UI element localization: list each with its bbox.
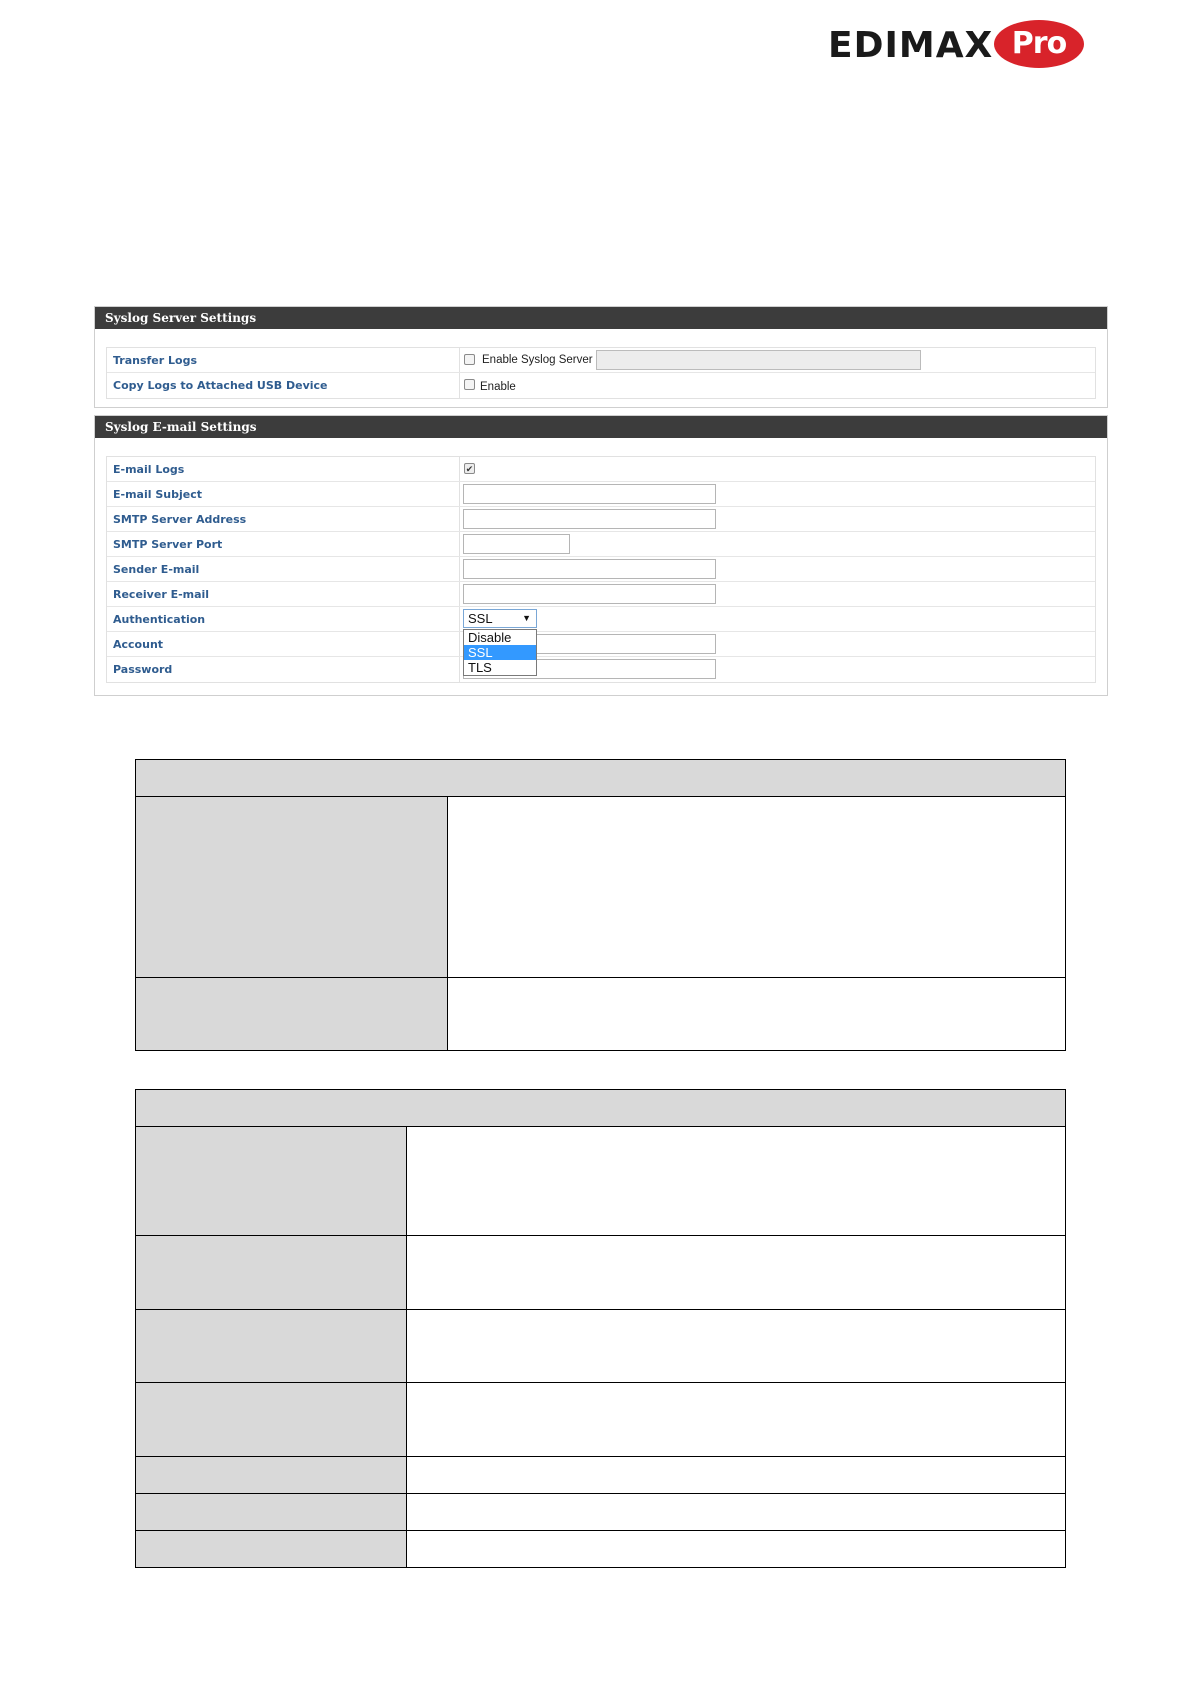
authentication-label: Authentication bbox=[107, 607, 460, 631]
table-key-cell bbox=[136, 1236, 407, 1310]
password-label: Password bbox=[107, 657, 460, 682]
sender-email-row bbox=[107, 557, 1095, 582]
authentication-select[interactable] bbox=[463, 609, 537, 628]
copy-logs-usb-row bbox=[107, 373, 1095, 398]
table-header-cell bbox=[136, 1090, 1066, 1127]
auth-option-disable[interactable]: Disable bbox=[468, 630, 512, 645]
logo-pro-badge: Pro bbox=[994, 20, 1084, 68]
auth-option-tls[interactable]: TLS bbox=[468, 660, 492, 675]
logo-brand-text: EDIMAX bbox=[828, 25, 994, 66]
auth-option-ssl[interactable]: SSL bbox=[464, 645, 536, 660]
sender-email-input[interactable] bbox=[463, 559, 716, 579]
description-table-1 bbox=[135, 759, 1066, 1051]
table-key-cell bbox=[136, 1127, 407, 1236]
table-key-cell bbox=[136, 1531, 407, 1568]
description-table-2 bbox=[135, 1089, 1066, 1568]
table-key-cell bbox=[136, 1494, 407, 1531]
syslog-server-address-input[interactable] bbox=[596, 350, 921, 370]
receiver-email-input[interactable] bbox=[463, 584, 716, 604]
account-label: Account bbox=[107, 632, 460, 656]
table-desc-cell bbox=[407, 1383, 1066, 1457]
table-desc-cell bbox=[407, 1310, 1066, 1383]
table-desc-cell bbox=[407, 1236, 1066, 1310]
email-subject-input[interactable] bbox=[463, 484, 716, 504]
authentication-selected-value: SSL bbox=[468, 611, 493, 626]
panel-title: Syslog Server Settings bbox=[95, 307, 1107, 329]
table-desc-cell bbox=[407, 1127, 1066, 1236]
email-logs-label: E-mail Logs bbox=[107, 457, 460, 481]
smtp-server-port-input[interactable] bbox=[463, 534, 570, 554]
table-desc-cell bbox=[407, 1531, 1066, 1568]
table-desc-cell bbox=[448, 797, 1066, 978]
sender-email-label: Sender E-mail bbox=[107, 557, 460, 581]
syslog-server-settings-panel bbox=[94, 306, 1108, 408]
smtp-server-address-input[interactable] bbox=[463, 509, 716, 529]
table-key-cell bbox=[136, 1383, 407, 1457]
email-subject-row bbox=[107, 482, 1095, 507]
table-desc-cell bbox=[407, 1457, 1066, 1494]
receiver-email-label: Receiver E-mail bbox=[107, 582, 460, 606]
enable-syslog-server-checkbox[interactable] bbox=[464, 354, 475, 365]
email-subject-label: E-mail Subject bbox=[107, 482, 460, 506]
syslog-email-rows bbox=[106, 456, 1096, 683]
table-key-cell bbox=[136, 978, 448, 1051]
smtp-server-address-row bbox=[107, 507, 1095, 532]
enable-usb-copy-checkbox[interactable] bbox=[464, 379, 475, 390]
table-desc-cell bbox=[448, 978, 1066, 1051]
transfer-logs-row bbox=[107, 348, 1095, 373]
smtp-server-port-row bbox=[107, 532, 1095, 557]
table-key-cell bbox=[136, 1457, 407, 1494]
table-key-cell bbox=[136, 1310, 407, 1383]
panel-title: Syslog E-mail Settings bbox=[95, 416, 1107, 438]
email-logs-checkbox[interactable]: ✔ bbox=[465, 464, 474, 474]
transfer-logs-label: Transfer Logs bbox=[107, 348, 460, 372]
table-key-cell bbox=[136, 797, 448, 978]
password-row bbox=[107, 657, 1095, 682]
enable-syslog-server-label: Enable Syslog Server bbox=[482, 354, 593, 366]
email-logs-row bbox=[107, 457, 1095, 482]
authentication-dropdown-list bbox=[463, 629, 537, 676]
enable-usb-copy-label: Enable bbox=[480, 381, 516, 393]
table-header-cell bbox=[136, 760, 1066, 797]
receiver-email-row bbox=[107, 582, 1095, 607]
smtp-server-address-label: SMTP Server Address bbox=[107, 507, 460, 531]
edimax-pro-logo bbox=[828, 18, 1090, 74]
table-desc-cell bbox=[407, 1494, 1066, 1531]
copy-logs-usb-label: Copy Logs to Attached USB Device bbox=[107, 373, 460, 398]
account-row bbox=[107, 632, 1095, 657]
smtp-server-port-label: SMTP Server Port bbox=[107, 532, 460, 556]
dropdown-arrow-icon: ▼ bbox=[522, 613, 531, 623]
syslog-email-settings-panel bbox=[94, 415, 1108, 696]
syslog-server-rows bbox=[106, 347, 1096, 399]
